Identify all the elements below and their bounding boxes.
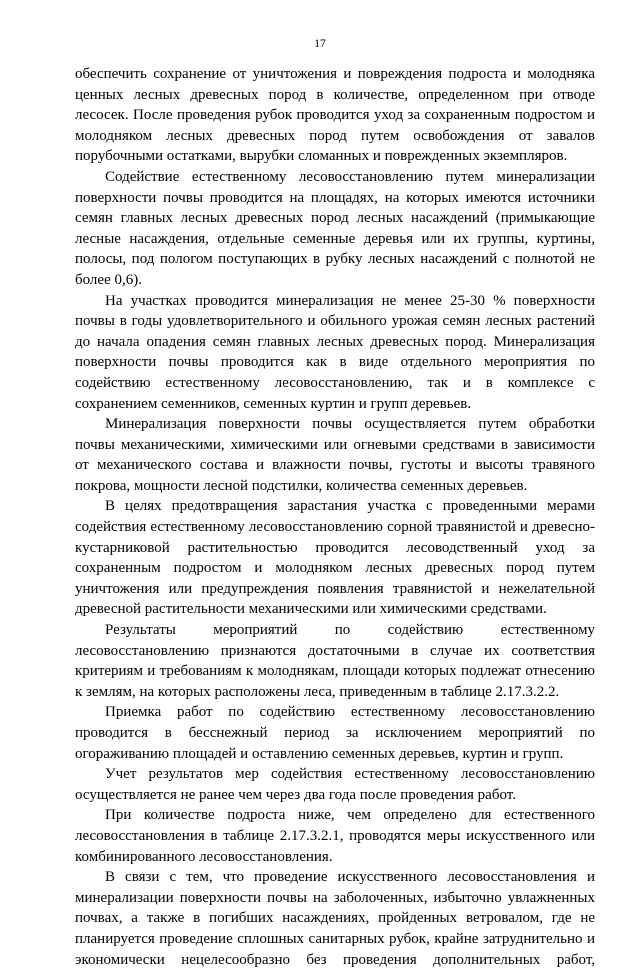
body-text [75,64,595,970]
paragraph-7: Приемка работ по содействию естественному лесовосстановлению проводится в бесснежный период за исключением мероприятий по огораживанию площадей и оставлению семенных деревьев, куртин и групп. [75,704,595,762]
paragraph-4: Минерализация поверхности почвы осуществляется путем обработки почвы механическими, химическими или огневыми средствами в зависимости от механического состава и влажности почвы, густоты и высоты травяного покрова, мощности лесной подстилки, количества семенных деревьев. [75,416,595,494]
paragraph-2: Содействие естественному лесовосстановлению путем минерализации поверхности почвы проводится на площадях, на которых имеются источники семян главных лесных древесных пород лесных насаждений (примыкающие лесные насаждения, отдельные семенные деревья или их группы, куртины, полосы, под пологом поступающих в рубку лесных насаждений с полнотой не более 0,6). [75,168,595,288]
paragraph-1: обеспечить сохранение от уничтожения и повреждения подроста и молодняка ценных лесных древесных пород в количестве, определенном при отводе лесосек. После проведения рубок проводится уход за сохраненным подростом и молодняком лесных древесных пород путем освобождения от завалов порубочными остатками, вырубки сломанных и поврежденных экземпляров. [75,66,595,165]
paragraph-10: В связи с тем, что проведение искусственного лесовосстановления и минерализации поверхности почвы на заболоченных, избыточно увлажненных почвах, а также в погибших насаждениях, пройденных ветровалом, где не планируется проведение сплошных санитарных рубок, крайне затруднительно и экономически нецелесообразно без проведения дополнительных работ, [75,869,595,968]
paragraph-8: Учет результатов мер содействия естественному лесовосстановлению осуществляется не ранее чем через два года после проведения работ. [75,766,595,803]
paragraph-6: Результаты мероприятий по содействию естественному лесовосстановлению признаются достаточными в случае их соответствия критериям и требованиям к молоднякам, площади которых подлежат отнесению к землям, на которых расположены леса, приведенным в таблице 2.17.3.2.2. [75,622,595,700]
page-number: 17 [314,38,326,50]
paragraph-9: При количестве подроста ниже, чем определено для естественного лесовосстановления в таблице 2.17.3.2.1, проводятся меры искусственного или комбинированного лесовосстановления. [75,807,595,865]
paragraph-5: В целях предотвращения зарастания участка с проведенными мерами содействия естественному лесовосстановлению сорной травянистой и древесно-кустарниковой растительностью проводится лесоводственный уход за сохраненным подростом и молодняком лесных древесных пород путем уничтожения или предупреждения появления травянистой и нежелательной древесной растительности механическими или химическими средствами. [75,498,595,618]
paragraph-3: На участках проводится минерализация не менее 25-30 % поверхности почвы в годы удовлетворительного и обильного урожая семян лесных растений до начала опадения семян главных лесных древесных пород. Минерализация поверхности почвы проводится как в виде отдельного мероприятия по содействию естественному лесовосстановлению, так и в комплексе с сохранением семенников, семенных куртин и групп деревьев. [75,292,595,412]
